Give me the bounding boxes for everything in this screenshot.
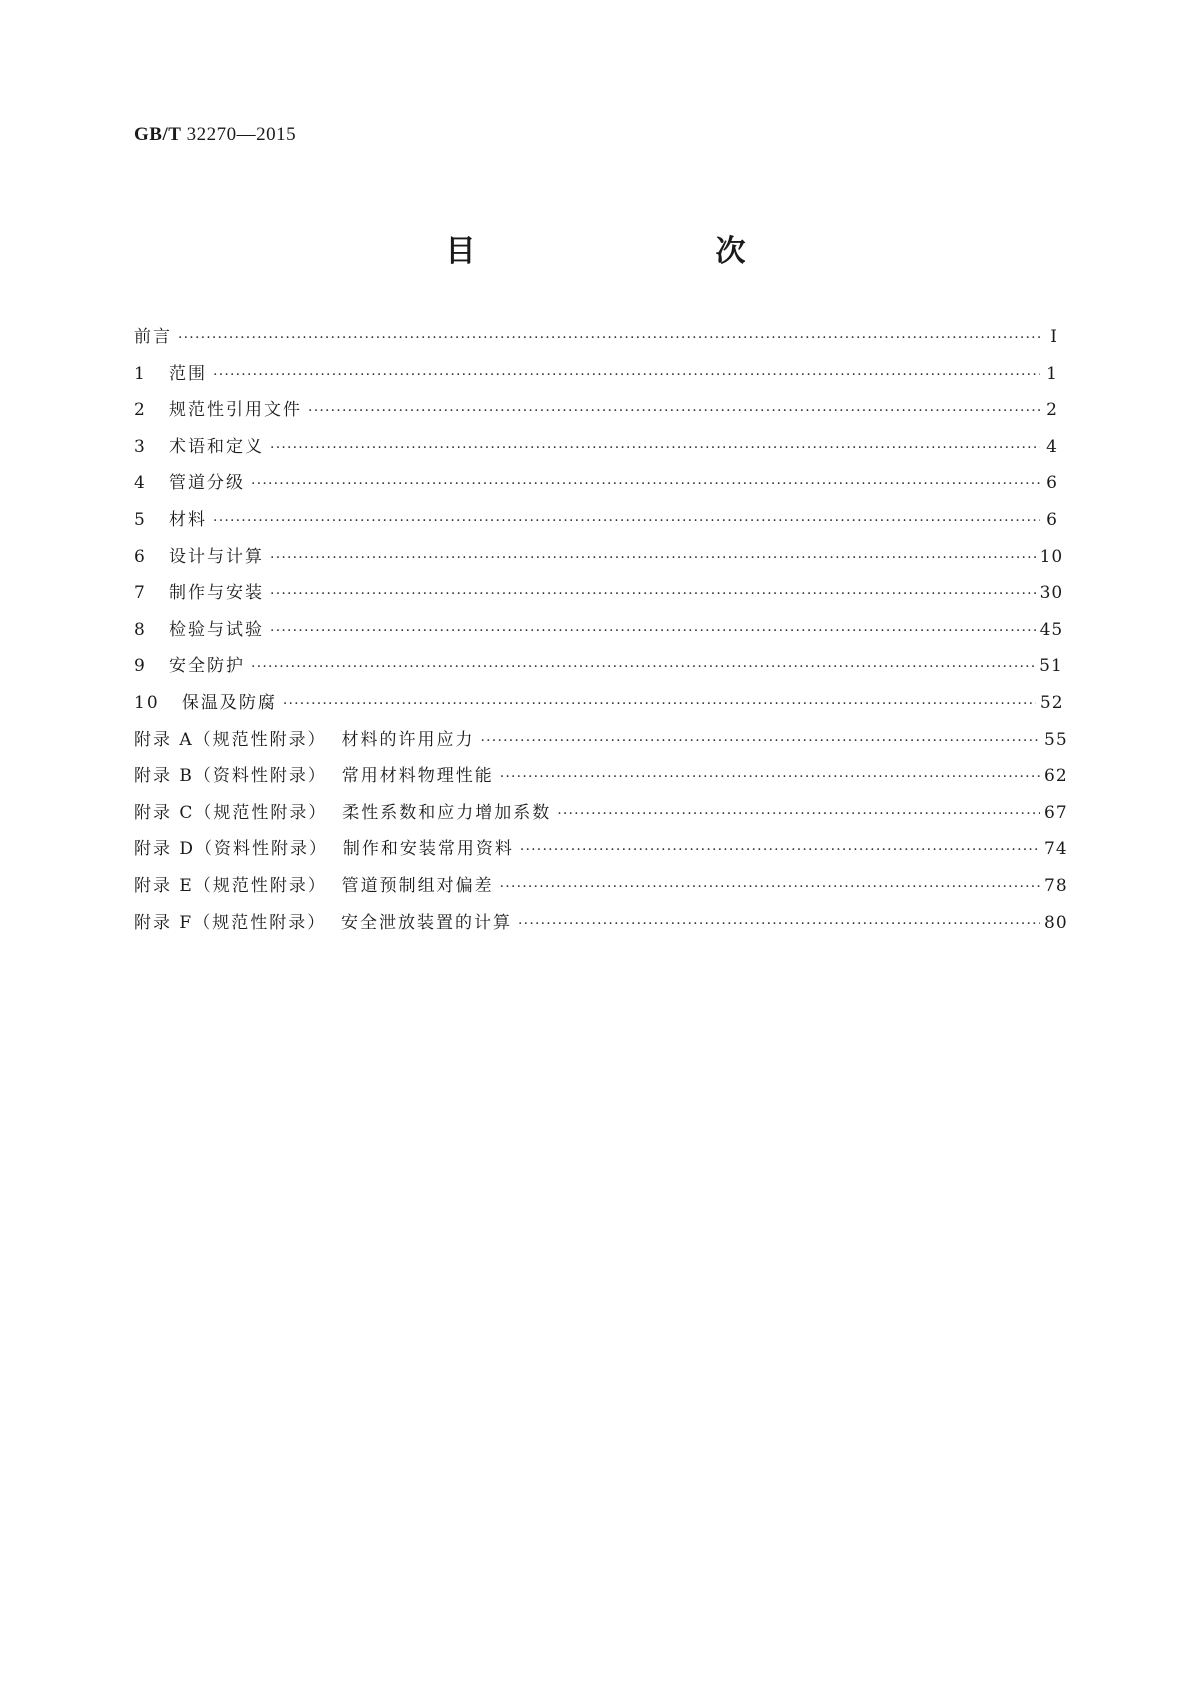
toc-entry-page: 6 — [1046, 509, 1058, 530]
toc-entry-page: Ⅰ — [1050, 327, 1058, 347]
toc-entry-5[interactable] — [134, 505, 1058, 542]
toc-leader-dots — [518, 916, 1040, 932]
toc-entry-number: 附录 B（资料性附录） — [134, 766, 327, 787]
toc-entry-9[interactable] — [134, 651, 1063, 688]
toc-entry-page: 2 — [1046, 400, 1058, 421]
toc-entry-label: 检验与试验 — [169, 619, 265, 640]
toc-leader-dots — [270, 440, 1040, 456]
toc-entry-label: 材料的许用应力 — [341, 729, 475, 750]
toc-entry-number: 3 — [134, 436, 147, 457]
toc-entry-label: 规范性引用文件 — [169, 400, 303, 421]
toc-leader-dots — [283, 696, 1036, 712]
toc-entry-appendix-a[interactable] — [134, 725, 1068, 762]
toc-leader-dots — [270, 550, 1036, 566]
toc-title: 目 次 — [445, 234, 806, 269]
toc-entry-page: 4 — [1046, 436, 1058, 457]
toc-leader-dots — [500, 769, 1040, 785]
toc-entry-page: 80 — [1044, 912, 1068, 933]
toc-entry-number: 附录 A（规范性附录） — [134, 729, 327, 750]
toc-leader-dots — [251, 476, 1040, 492]
toc-entry-label: 安全泄放装置的计算 — [341, 912, 513, 933]
toc-entry-1[interactable] — [134, 359, 1058, 396]
toc-entry-appendix-c[interactable] — [134, 798, 1068, 835]
toc-entry-label: 范围 — [169, 363, 208, 384]
toc-entry-page: 78 — [1044, 875, 1068, 896]
toc-entry-label: 常用材料物理性能 — [341, 766, 494, 787]
toc-leader-dots — [500, 879, 1040, 895]
toc-entry-label: 制作与安装 — [169, 583, 265, 604]
toc-leader-dots — [557, 806, 1040, 822]
toc-leader-dots — [270, 623, 1036, 639]
toc-entry-appendix-e[interactable] — [134, 871, 1068, 908]
toc-leader-dots — [481, 733, 1041, 749]
toc-entry-number: 附录 D（资料性附录） — [134, 839, 329, 860]
toc-entry-page: 55 — [1044, 729, 1068, 750]
toc-entry-number: 10 — [134, 692, 160, 713]
toc-entry-label: 柔性系数和应力增加系数 — [342, 802, 552, 823]
toc-entry-page: 52 — [1039, 692, 1064, 713]
toc-entry-3[interactable] — [134, 432, 1058, 469]
toc-leader-dots — [520, 842, 1040, 858]
toc-entry-page: 67 — [1044, 802, 1068, 823]
toc-entry-2[interactable] — [134, 395, 1058, 432]
toc-entry-10[interactable] — [134, 688, 1064, 725]
toc-entry-6[interactable] — [134, 542, 1064, 579]
toc-entry-appendix-d[interactable] — [134, 834, 1068, 871]
toc-entry-appendix-f[interactable] — [134, 908, 1068, 945]
toc-entry-number: 2 — [134, 400, 147, 421]
toc-entry-number: 6 — [134, 546, 147, 567]
toc-entry-page: 45 — [1039, 619, 1064, 640]
toc-entry-7[interactable] — [134, 578, 1064, 615]
toc-entry-number: 7 — [134, 583, 147, 604]
toc-entry-number: 4 — [134, 473, 147, 494]
toc-entry-page: 51 — [1039, 656, 1063, 677]
toc-entry-number: 9 — [134, 656, 147, 677]
toc-entry-number: 附录 C（规范性附录） — [134, 802, 328, 823]
toc-entry-page: 74 — [1044, 839, 1068, 860]
toc-entry-page: 30 — [1039, 583, 1064, 604]
toc-entry-label: 制作和安装常用资料 — [342, 839, 514, 860]
standard-number: 32270—2015 — [186, 124, 297, 145]
toc-entry-number: 附录 F（规范性附录） — [134, 912, 327, 933]
toc-entry-page: 6 — [1046, 473, 1058, 494]
toc-entry-preface[interactable] — [134, 322, 1058, 359]
toc-entry-4[interactable] — [134, 468, 1058, 505]
toc-entry-label: 安全防护 — [169, 656, 246, 677]
toc-entry-label: 管道分级 — [169, 473, 246, 494]
toc-entry-appendix-b[interactable] — [134, 761, 1068, 798]
toc-entry-label: 保温及防腐 — [181, 692, 277, 713]
toc-leader-dots — [213, 513, 1040, 529]
toc-entry-page: 1 — [1046, 363, 1058, 384]
toc-entry-label: 管道预制组对偏差 — [341, 875, 494, 896]
toc-entry-label: 前言 — [134, 327, 172, 347]
toc-entry-number: 1 — [134, 363, 147, 384]
toc-leader-dots — [178, 330, 1040, 346]
toc-leader-dots — [251, 659, 1035, 675]
toc-entry-number: 5 — [134, 509, 147, 530]
toc-entry-label: 材料 — [169, 509, 208, 530]
toc-entry-number: 8 — [134, 619, 147, 640]
toc-entry-label: 设计与计算 — [169, 546, 265, 567]
toc-entry-number: 附录 E（规范性附录） — [134, 875, 327, 896]
toc-leader-dots — [308, 403, 1040, 419]
standard-prefix: GB/T — [134, 124, 182, 145]
toc-leader-dots — [270, 586, 1036, 602]
toc-entry-page: 62 — [1044, 766, 1068, 787]
toc-leader-dots — [213, 367, 1040, 383]
toc-entry-page: 10 — [1039, 546, 1064, 567]
toc-entry-label: 术语和定义 — [169, 436, 265, 457]
table-of-contents — [134, 322, 1068, 944]
toc-entry-8[interactable] — [134, 615, 1064, 652]
standard-code — [134, 124, 296, 146]
